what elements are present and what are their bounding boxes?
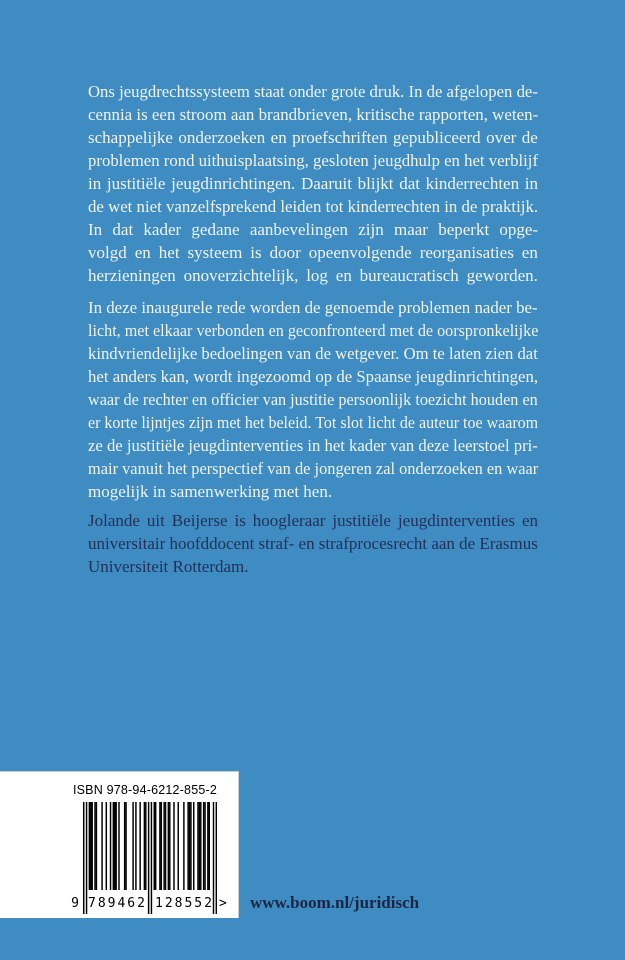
text-line: ze de justitiële jeugdinterventies in het kader van deze leerstoel pri- [88, 436, 538, 455]
barcode-panel [0, 771, 239, 918]
text-line: cennia is een stroom aan brandbrieven, kritische rapporten, weten- [88, 105, 539, 124]
barcode-digit-group-2: 128552 [155, 896, 214, 911]
text-line: volgd en het systeem is door opeenvolgende reorganisaties en [88, 243, 538, 262]
text-line: mair vanuit het perspectief van de jongeren zal onderzoeken en waar [88, 459, 539, 478]
barcode-quiet-zone-arrow: > [219, 896, 227, 911]
text-line: kindvriendelijke bedoelingen van de wetgever. Om te laten zien dat [88, 344, 538, 363]
back-cover-text [88, 80, 538, 578]
text-line: Universiteit Rotterdam. [88, 557, 249, 576]
text-line: de wet niet vanzelfsprekend leiden tot kinderrechten in de praktijk. [88, 197, 539, 216]
summary-paragraph-1 [88, 80, 538, 287]
text-line: er korte lijntjes zijn met het beleid. Tot slot licht de auteur toe waarom [88, 413, 539, 432]
barcode-digit-group-1: 789462 [88, 896, 147, 911]
text-line: herzieningen onoverzichtelijk, log en bureaucratisch geworden. [88, 266, 538, 285]
barcode-digit-first: 9 [71, 896, 79, 911]
text-line: in justitiële jeugdinrichtingen. Daaruit blijkt dat kinderrechten in [88, 174, 538, 193]
text-line: In deze inaugurele rede worden de genoemde problemen nader be- [88, 298, 538, 317]
barcode-digits [0, 896, 239, 912]
text-line: Jolande uit Beijerse is hoogleraar justitiële jeugdinterventies en [88, 511, 539, 530]
isbn-label: ISBN 978-94-6212-855-2 [72, 783, 218, 797]
text-line: schappelijke onderzoeken en proefschriften gepubliceerd over de [88, 128, 538, 147]
text-line: In dat kader gedane aanbevelingen zijn maar beperkt opge- [88, 220, 539, 239]
author-bio [88, 509, 538, 578]
publisher-url: www.boom.nl/juridisch [250, 893, 420, 912]
text-line: waar de rechter en officier van justitie persoonlijk toezicht houden en [88, 390, 538, 409]
text-line: universitair hoofddocent straf- en strafprocesrecht aan de Erasmus [88, 534, 538, 553]
text-line: problemen rond uithuisplaatsing, gesloten jeugdhulp en het verblijf [88, 151, 539, 170]
text-line: Ons jeugdrechtssysteem staat onder grote druk. In de afgelopen de- [88, 82, 538, 101]
text-line: mogelijk in samenwerking met hen. [88, 482, 333, 501]
text-line: licht, met elkaar verbonden en geconfronteerd met de oorspronkelijke [88, 321, 539, 340]
summary-paragraph-2 [88, 296, 538, 503]
text-line: het anders kan, wordt ingezoomd op de Spaanse jeugdinrichtingen, [88, 367, 539, 386]
